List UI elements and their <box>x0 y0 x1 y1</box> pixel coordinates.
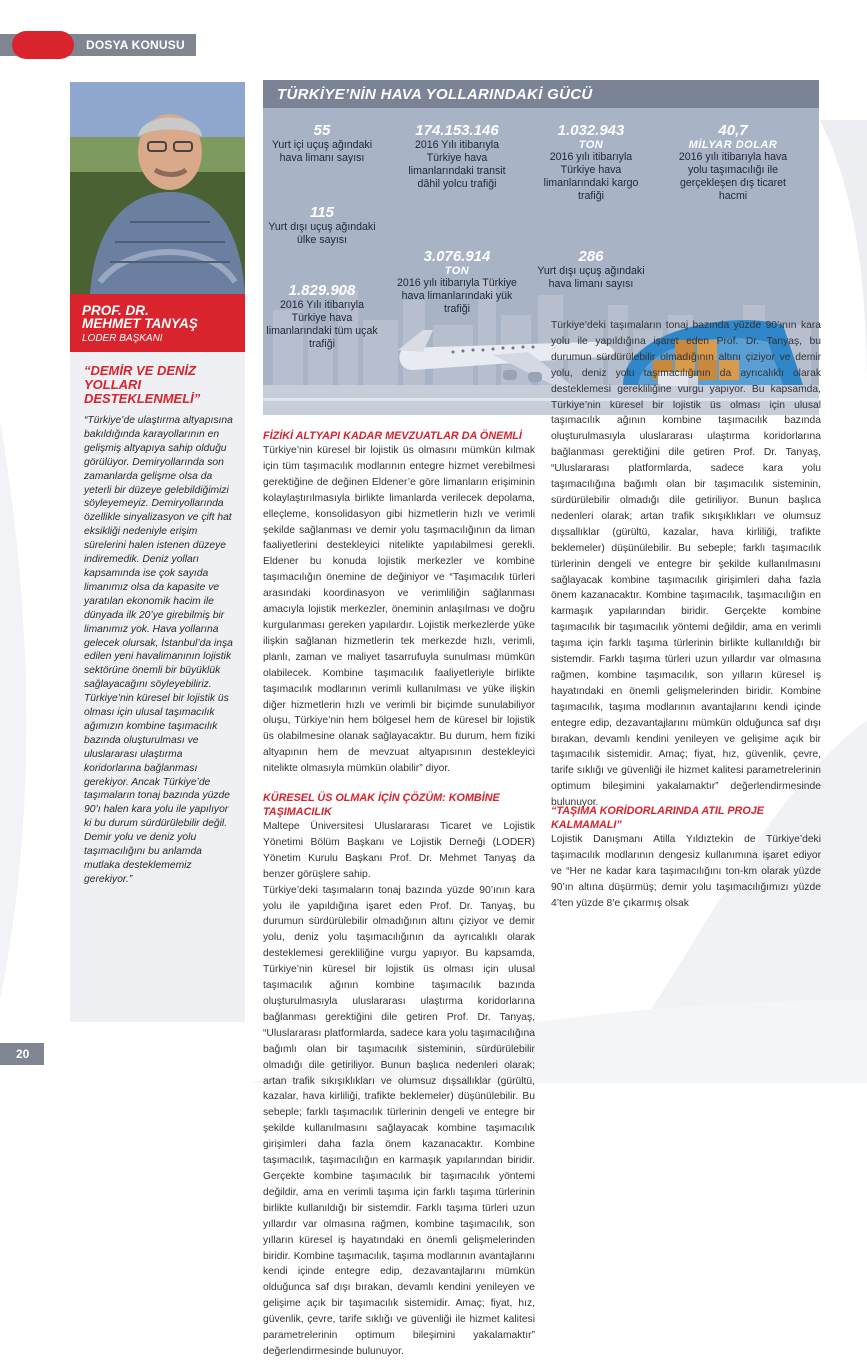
stat-value: 40,7 <box>718 122 748 139</box>
section-heading-corridors: “TAŞIMA KORİDORLARINDA ATIL PROJE KALMAMALI” <box>551 805 764 831</box>
quote-text: “Türkiye’de ulaştırma altyapısına bakıldığında karayollarının en gelişmiş altyapıya sahip olduğu görülüyor. Demiryollarında son zamanlarda gelişme olsa da yeterli bir düzeye gelebildiğimizi söyleyemeyiz. Demiryollarında özellikle sinyalizasyon ve çift hat eksikliği nedeniyle erişim sürelerini halen istenen düzeye indiremedik. Deniz yolları kapsamında ise çok sayıda limanımız olsa da kapasite ve yaratılan ekonomik hacim ile dünyada ilk 20’ye girebilmiş bir limanımız yok. Hava yollarına gelecek olursak, İstanbul’da inşa edilen yeni havalimanının lojistik sektörüne önemli bir büyüklük sağlayacağını söyleyebiliriz. Türkiye’nin küresel bir lojistik üs olması için ulusal taşımacılık ağımızın kombine taşımacılık bazında oluşturulması ve uluslararası ulaştırma koridorlarına bağlanması gerekiyor. Ancak Türkiye’de taşımaların tonaj bazında yüzde 90’ı halen kara yolu ile yapılıyor ki bu durum sürdürülebilir değil. Demir yolu ve deniz yolu taşımacılığını bu anlamda mutlaka desteklememiz gerekiyor.” <box>84 415 233 885</box>
stat-unit: TON <box>578 139 604 151</box>
paragraph: Türkiye’deki taşımaların tonaj bazında yüzde 90’ının kara yolu ile yapıldığına işaret eden Prof. Dr. Tanyaş, bu durumun sürdürülebilir olmadığının altını çiziyor ve demir yolu, deniz yolu taşımacılığının da ayrıcalıklı olarak desteklemesi gerekliliğine vurgu yapıyor. Bu kapsamda, Türkiye’nin küresel bir lojistik üs olması için ulusal taşımacılık ağının kombine taşımacılık bazında oluşturulmasıyla uluslararası ulaştırma koridorlarına bağlanması gerektiğini dile getiren Prof. Dr. Tanyaş, “Uluslararası platformlarda, sadece kara yolu taşımacılığına bağımlı olan bir taşımacılık sisteminin, sürdürülebilir olmadığı dile getiriliyor. Bunun başlıca nedenleri olarak; artan trafik sıkışıklıkları ve olumsuz dışsallıklar (gürültü, kazalar, hava kirliliği, trafikte beklemeler) düşünülebilir. Bu sebeple; farklı taşımacılık türlerinin dengeli ve entegre bir şekilde kullanılmasını sağlayacak kombine taşımacılık girişimleri daha fazla önem kazanacaktır. Kombine taşımacılık, taşımacılığın en karmaşık yapılarından biridir. Gerçekte kombine taşımacılık bir taşımacılık yöntemi değildir, ama en verimli taşıma için farklı taşıma türlerinin birlikte kullanıldığı bir sistemdir. Farklı taşıma türleri uzun yıllardır var olmasına rağmen, kombine taşımacılık, son yılların küresel iş hayatındaki en önemli gelişmelerinden biridir. Kombine taşımacılık, taşıma modlarının avantajlarını kendi içinde entegre edip, dezavantajlarını mümkün olduğunca saf dışı bırakan, devamlı kendini yenileyen ve gelişime açık bir taşımacılık sistemidir. Amaç; fiyat, hız, güvenlik, çevre, tarife sıklığı ve güvenliği ile hizmet kalitesi parametrelerinin optimum bileşimini yakalamaktır” değerlendirmesinde bulunuyor. <box>263 884 535 1357</box>
author-name-box <box>70 294 245 352</box>
section-heading-combined-transport: KÜRESEL ÜS OLMAK İÇİN ÇÖZÜM: KOMBİNE TAŞIMACILIK <box>263 792 500 819</box>
stat-international-countries <box>263 204 381 247</box>
stat-value: 3.076.914 <box>423 248 491 265</box>
article-column-1 <box>263 429 535 1357</box>
page-number-tab <box>0 1043 44 1065</box>
author-role: LODER BAŞKANI <box>82 333 163 344</box>
paragraph: Maltepe Üniversitesi Uluslararası Ticaret ve Lojistik Yönetimi Bölüm Başkanı ve Lojistik Derneği (LODER) Yönetim Kurulu Başkanı Prof. Dr. Mehmet Tanyaş da benzer görüşlere sahip. <box>263 821 535 880</box>
stat-trade-volume <box>671 122 795 203</box>
stat-international-airports <box>535 248 647 291</box>
stat-passenger-traffic <box>401 122 513 191</box>
page-number: 20 <box>16 1047 30 1061</box>
paragraph: Türkiye’nin küresel bir lojistik üs olmasını mümkün kılmak için tüm taşımacılık modlarının entegre hizmet verebilmesi gerektiğine de değinen Eldener’e göre limanların erişiminin kolaylaştırılmasıyla birlikte limanlarda verilecek depolama, elleçleme, konsolidasyon gibi hizmetlerin hızlı ve verimli şekilde sağlanması ve demir yolu taşımacılığının da liman faaliyetlerini destekleyici nitelikte yapılabilmesi gerekli. Eldener bu konuda lojistik merkezler ve kombine taşımacılığın önemine de değiniyor ve “Taşımacılık türleri arasındaki koordinasyon ve verimliliğin sağlanması amacıyla lojistik merkezler, öneminin anlaşılması ve doğru kurgulanması gereken yapılardır. Lojistik merkezlerde yüke ilişkin sağlanan hizmetlerin tek merkezde hızlı, verimli, planlı, zaman ve maliyet tasarrufuyla sunulması mümkün olabilecek. Kombine taşımacılık faaliyetleriyle birlikte taşımacılık modlarının verimli kullanılması ve yüke ilişkin diğer hizmetlerin hızlı ve verimli bir biçimde sunulabiliyor oluşu, Türkiye’nin hem bölgesel hem de küresel bir lojistik üs olabilmesine olanak sağlayacaktır. Bu durum, hem fiziki altyapının hem de mevzuat altyapısının destekleyici nitelikte olmasıyla mümkün olabilir” diyor. <box>263 445 535 775</box>
stat-freight-traffic <box>393 248 521 316</box>
stat-description: Yurt içi uçuş ağındaki hava limanı sayısı <box>271 139 373 164</box>
paragraph: Lojistik Danışmanı Atilla Yıldıztekin de Türkiye’deki taşımacılık modlarının dengesiz kullanımına işaret ediyor ve “Her ne kadar kara taşımacılığını ton-km olarak yüzde 90’ın altına düşürmüş; demir yolu taşımacılığımızı yüzde 4’ten yüzde 8’e çıkarmış olsak <box>551 834 821 909</box>
section-tag-accent <box>12 31 74 59</box>
stat-value: 286 <box>578 248 604 265</box>
stat-cargo-traffic <box>535 122 647 203</box>
stat-value: 55 <box>313 122 331 139</box>
portrait-photo <box>70 82 245 294</box>
stat-value: 174.153.146 <box>415 122 499 139</box>
section-label: DOSYA KONUSU <box>86 38 185 52</box>
section-heading-infrastructure: FİZİKİ ALTYAPI KADAR MEVZUATLAR DA ÖNEMLİ <box>263 430 522 442</box>
stat-description: 2016 yılı itibarıyla Türkiye hava limanlarındaki yük trafiği <box>397 277 517 315</box>
stat-domestic-airports <box>263 122 381 165</box>
infographic-title-bar <box>263 80 819 108</box>
quote-title: “DEMİR VE DENİZ YOLLARI DESTEKLENMELİ” <box>84 363 201 406</box>
paragraph-continued-text: Türkiye’deki taşımaların tonaj bazında yüzde 90’ının kara yolu ile yapıldığına işaret eden Prof. Dr. Tanyaş, bu durumun sürdürülebilir olmadığının altını çiziyor ve demir yolu, deniz yolu taşımacılığının da ayrıcalıklı olarak desteklemesi gerekliliğine vurgu yapıyor. Bu kapsamda, Türkiye’nin küresel bir lojistik üs olması için ulusal taşımacılık ağının kombine taşımacılık bazında oluşturulmasıyla uluslararası ulaştırma koridorlarına bağlanması gerektiğini dile getiren Prof. Dr. Tanyaş, “Uluslararası platformlarda, sadece kara yolu taşımacılığına bağımlı olan bir taşımacılık sisteminin, sürdürülebilir olmadığı dile getiriliyor. Bunun başlıca nedenleri olarak; artan trafik sıkışıklıkları ve olumsuz dışsallıklar (gürültü, kazalar, hava kirliliği, trafikte beklemeler) düşünülebilir. Bu sebeple; farklı taşımacılık türlerinin dengeli ve entegre bir şekilde kullanılmasını sağlayacak kombine taşımacılık girişimleri daha fazla önem kazanacaktır. Kombine taşımacılık, taşımacılığın en karmaşık yapılarından biridir. Gerçekte kombine taşımacılık bir taşımacılık yöntemi değildir, ama en verimli taşıma için farklı taşıma türlerinin birlikte kullanıldığı bir sistemdir. Farklı taşıma türleri uzun yıllardır var olmasına rağmen, kombine taşımacılık, son yılların küresel iş hayatındaki en önemli gelişmelerinden biridir. Kombine taşımacılık, taşıma modlarının avantajlarını kendi içinde entegre edip, dezavantajlarını mümkün olduğunca saf dışı bırakan, devamlı kendini yenileyen ve gelişime açık bir taşımacılık sistemidir. Amaç; fiyat, hız, güvenlik, çevre, tarife sıklığı ve güvenliği ile hizmet kalitesi parametrelerinin optimum bileşimini yakalamaktır” değerlendirmesinde bulunuyor. <box>551 320 821 809</box>
stat-description: Yurt dışı uçuş ağındaki hava limanı sayısı <box>537 265 645 290</box>
portrait-illustration <box>70 82 245 294</box>
stat-value: 115 <box>310 204 334 221</box>
author-name: MEHMET TANYAŞ <box>82 316 198 331</box>
stat-description: 2016 yılı itibarıyla Türkiye hava limanlarındaki kargo trafiği <box>543 151 639 202</box>
section-tag <box>0 34 196 56</box>
stat-unit: TON <box>444 265 470 277</box>
stat-description: 2016 yılı itibarıyla hava yolu taşımacılığı ile gerçekleşen dış ticaret hacmi <box>678 151 788 202</box>
article-column-2 <box>551 320 821 912</box>
stat-unit: MİLYAR DOLAR <box>688 139 778 151</box>
quote-box <box>70 352 245 1022</box>
paragraph-continued <box>551 318 821 809</box>
stat-description: 2016 Yılı itibarıyla Türkiye hava limanlarındaki transit dâhil yolcu trafiği <box>408 139 506 190</box>
stat-aircraft-traffic <box>263 282 381 351</box>
infographic-title: TÜRKİYE’NİN HAVA YOLLARINDAKİ GÜCÜ <box>277 86 593 103</box>
author-title: PROF. DR. <box>82 303 149 318</box>
stat-value: 1.032.943 <box>557 122 625 139</box>
stat-value: 1.829.908 <box>288 282 356 299</box>
stat-description: Yurt dışı uçuş ağındaki ülke sayısı <box>268 221 376 246</box>
stat-description: 2016 Yılı itibarıyla Türkiye hava limanlarındaki tüm uçak trafiği <box>266 299 378 350</box>
